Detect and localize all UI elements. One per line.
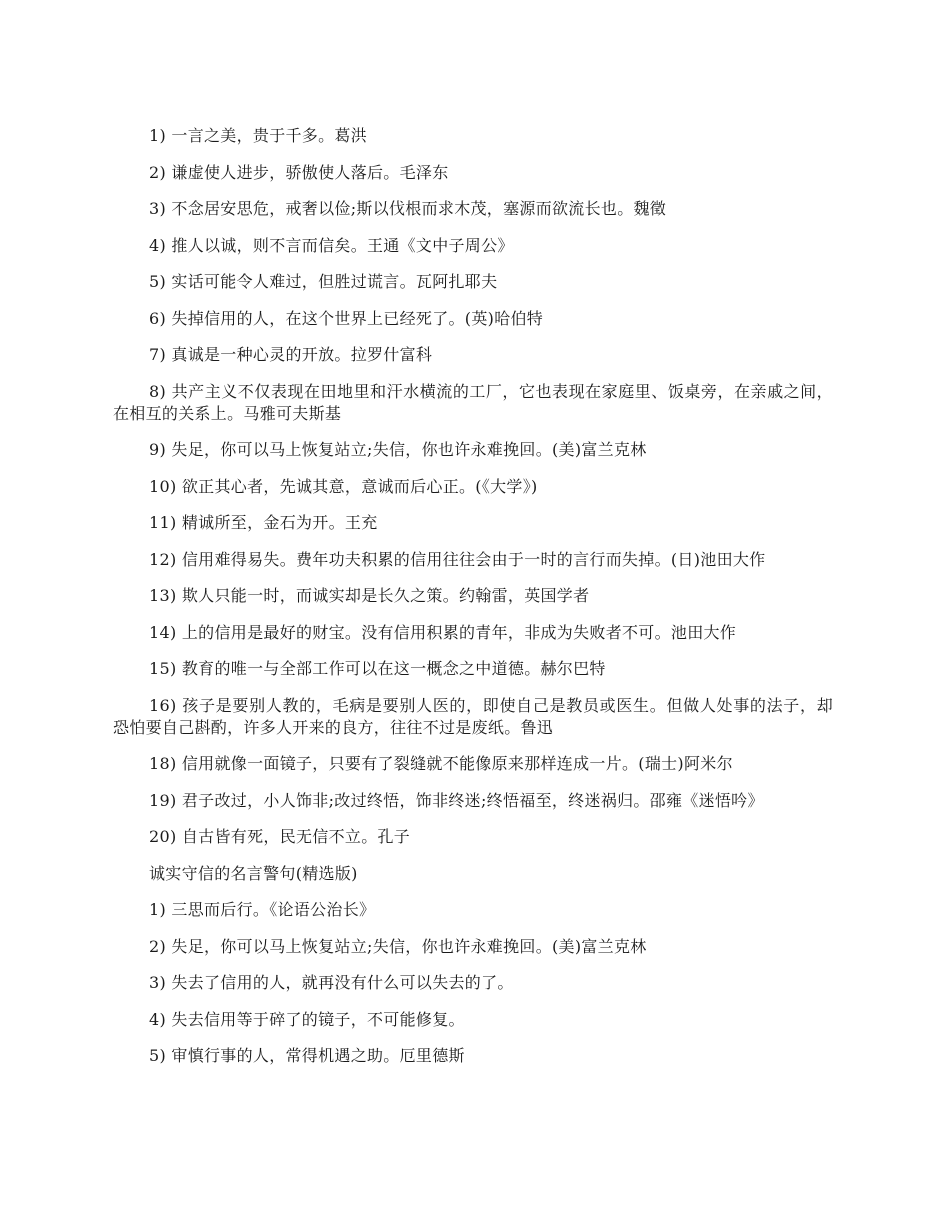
paragraph: 4) 推人以诚，则不言而信矣。王通《文中子周公》 bbox=[149, 235, 514, 255]
section-heading: 诚实守信的名言警句(精选版) bbox=[149, 863, 358, 883]
paragraph: 19) 君子改过，小人饰非;改过终悟，饰非终迷;终悟福至，终迷祸归。邵雍《迷悟吟》 bbox=[149, 790, 764, 810]
paragraph: 2) 失足，你可以马上恢复站立;失信，你也许永难挽回。(美)富兰克林 bbox=[149, 936, 647, 956]
paragraph: 5) 实话可能令人难过，但胜过谎言。瓦阿扎耶夫 bbox=[149, 272, 498, 291]
paragraph: 4) 失去信用等于碎了的镜子，不可能修复。 bbox=[149, 1009, 465, 1029]
document-body bbox=[113, 125, 833, 1082]
paragraph: 8) 共产主义不仅表现在田地里和汗水横流的工厂，它也表现在家庭里、饭桌旁，在亲戚之间，在相互的关系上。马雅可夫斯基 bbox=[113, 381, 833, 423]
paragraph: 7) 真诚是一种心灵的开放。拉罗什富科 bbox=[149, 345, 433, 364]
paragraph: 1) 一言之美，贵于千多。葛洪 bbox=[149, 126, 368, 145]
paragraph: 9) 失足，你可以马上恢复站立;失信，你也许永难挽回。(美)富兰克林 bbox=[149, 440, 647, 459]
paragraph: 3) 失去了信用的人，就再没有什么可以失去的了。 bbox=[149, 973, 514, 992]
paragraph: 3) 不念居安思危，戒奢以俭;斯以伐根而求木茂，塞源而欲流长也。魏徵 bbox=[149, 199, 667, 218]
paragraph: 18) 信用就像一面镜子，只要有了裂缝就不能像原来那样连成一片。(瑞士)阿米尔 bbox=[149, 754, 733, 773]
paragraph: 6) 失掉信用的人，在这个世界上已经死了。(英)哈伯特 bbox=[149, 308, 544, 328]
paragraph: 15) 教育的唯一与全部工作可以在这一概念之中道德。赫尔巴特 bbox=[149, 659, 606, 678]
paragraph: 16) 孩子是要别人教的，毛病是要别人医的，即使自己是教员或医生。但做人处事的法子，却恐怕要自己斟酌，许多人开来的良方，往往不过是废纸。鲁迅 bbox=[113, 695, 833, 737]
paragraph: 2) 谦虚使人进步，骄傲使人落后。毛泽东 bbox=[149, 162, 449, 182]
paragraph: 14) 上的信用是最好的财宝。没有信用积累的青年，非成为失败者不可。池田大作 bbox=[149, 622, 737, 642]
paragraph: 1) 三思而后行。《论语公治长》 bbox=[149, 900, 376, 919]
paragraph: 13) 欺人只能一时，而诚实却是长久之策。约翰雷，英国学者 bbox=[149, 586, 590, 605]
paragraph: 11) 精诚所至，金石为开。王充 bbox=[149, 513, 378, 532]
paragraph: 10) 欲正其心者，先诚其意，意诚而后心正。(《大学》) bbox=[149, 476, 538, 496]
paragraph: 5) 审慎行事的人，常得机遇之助。厄里德斯 bbox=[149, 1046, 465, 1065]
paragraph: 12) 信用难得易失。费年功夫积累的信用往往会由于一时的言行而失掉。(日)池田大作 bbox=[149, 549, 766, 569]
paragraph: 20) 自古皆有死，民无信不立。孔子 bbox=[149, 827, 411, 846]
